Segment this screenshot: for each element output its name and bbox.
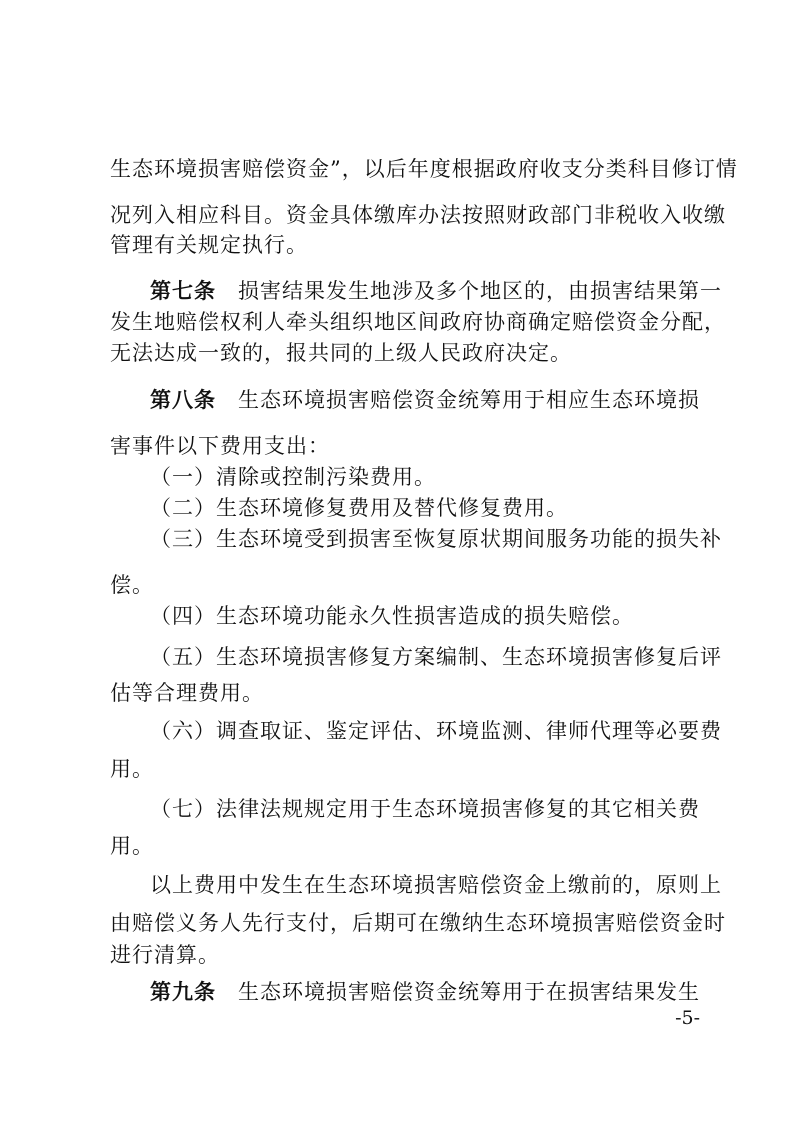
list-item: （四）生态环境功能永久性损害造成的损失赔偿。 bbox=[150, 604, 634, 628]
article-heading: 第九条 bbox=[150, 979, 216, 1004]
body-line: 管理有关规定执行。 bbox=[110, 233, 308, 257]
list-item-cont: 用。 bbox=[110, 834, 154, 858]
list-item-cont: 估等合理费用。 bbox=[110, 681, 264, 705]
article-9-line: 第九条 生态环境损害赔偿资金统筹用于在损害结果发生 bbox=[150, 979, 700, 1004]
body-line: 害事件以下费用支出： bbox=[110, 434, 330, 458]
article-8-line: 第八条 生态环境损害赔偿资金统筹用于相应生态环境损 bbox=[150, 387, 700, 412]
article-heading: 第七条 bbox=[150, 278, 216, 303]
article-7-line: 第七条 损害结果发生地涉及多个地区的，由损害结果第一 bbox=[150, 278, 722, 303]
article-heading: 第八条 bbox=[150, 387, 216, 412]
body-line: 况列入相应科目。资金具体缴库办法按照财政部门非税收入收缴 bbox=[110, 203, 726, 227]
body-line: 发生地赔偿权利人牵头组织地区间政府协商确定赔偿资金分配， bbox=[110, 310, 726, 334]
list-item: （七）法律法规规定用于生态环境损害修复的其它相关费 bbox=[150, 797, 700, 821]
list-item: （二）生态环境修复费用及替代修复费用。 bbox=[150, 496, 568, 520]
list-item-cont: 偿。 bbox=[110, 573, 154, 597]
body-line: 进行清算。 bbox=[110, 943, 220, 967]
body-line: 由赔偿义务人先行支付，后期可在缴纳生态环境损害赔偿资金时 bbox=[110, 911, 726, 935]
list-item: （三）生态环境受到损害至恢复原状期间服务功能的损失补 bbox=[150, 527, 722, 551]
list-item: （六）调查取证、鉴定评估、环境监测、律师代理等必要费 bbox=[150, 719, 722, 743]
body-line: 无法达成一致的，报共同的上级人民政府决定。 bbox=[110, 341, 572, 365]
list-item: （一）清除或控制污染费用。 bbox=[150, 465, 436, 489]
body-line: 生态环境损害赔偿资金”，以后年度根据政府收支分类科目修订情 bbox=[110, 157, 738, 181]
list-item-cont: 用。 bbox=[110, 757, 154, 781]
body-line: 以上费用中发生在生态环境损害赔偿资金上缴前的，原则上 bbox=[150, 873, 722, 897]
list-item: （五）生态环境损害修复方案编制、生态环境损害修复后评 bbox=[150, 645, 722, 669]
page-number: -5- bbox=[675, 1007, 700, 1029]
